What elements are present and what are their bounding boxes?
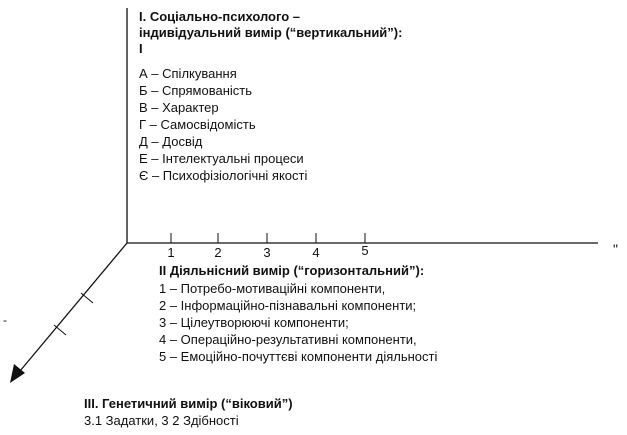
vertical-item: А – Спілкування: [139, 66, 237, 81]
vertical-item: Є – Психофізіологічні якості: [139, 168, 308, 183]
horizontal-item: 1 – Потребо-мотиваційні компоненти,: [159, 281, 386, 296]
genetic-line: 3.1 Задатки, 3 2 Здібності: [84, 413, 239, 428]
vertical-item: Д – Досвід: [139, 134, 203, 149]
vertical-items-list: [139, 65, 307, 184]
vertical-item: В – Характер: [139, 100, 219, 115]
vertical-item: Е – Інтелектуальні процеси: [139, 151, 304, 166]
vertical-dimension-block: [139, 9, 402, 57]
vertical-item: Г – Самосвідомість: [139, 117, 256, 132]
vertical-item: Б – Спрямованість: [139, 83, 252, 98]
horizontal-tick-label-2: 2: [214, 245, 222, 260]
horizontal-axis-end-mark: ": [613, 241, 618, 257]
horizontal-tick-label-3: 3: [263, 245, 271, 260]
horizontal-title: II Діяльнісний вимір (“горизонтальний”):: [159, 263, 425, 278]
diagonal-tick-2: [54, 325, 66, 335]
genetic-title: III. Генетичний вимір (“віковий”): [84, 396, 293, 411]
horizontal-tick-label-4: 4: [312, 245, 320, 260]
genetic-dimension-block: [84, 396, 293, 429]
left-mark: -: [3, 313, 7, 327]
diagonal-tick-1: [81, 293, 93, 303]
horizontal-item: 3 – Цілеутворюючі компоненти;: [159, 315, 349, 330]
diagonal-axis: [20, 243, 127, 371]
horizontal-item: 2 – Інформаційно-пізнавальні компоненти;: [159, 298, 417, 313]
horizontal-items-list: [159, 280, 437, 365]
horizontal-dimension-block: [159, 263, 424, 279]
horizontal-item: 4 – Операційно-результативні компоненти,: [159, 332, 417, 347]
vertical-title-line2: індивідуальний вимір (“вертикальний”):: [139, 25, 403, 40]
horizontal-item: 5 – Емоційно-почуттєві компоненти діяльності: [159, 349, 438, 364]
vertical-title-line1: I. Соціально-психолого –: [139, 9, 301, 24]
horizontal-tick-label-5: 5: [361, 243, 369, 258]
horizontal-tick-label-1: 1: [167, 245, 175, 260]
vertical-title-line3: I: [139, 41, 143, 56]
